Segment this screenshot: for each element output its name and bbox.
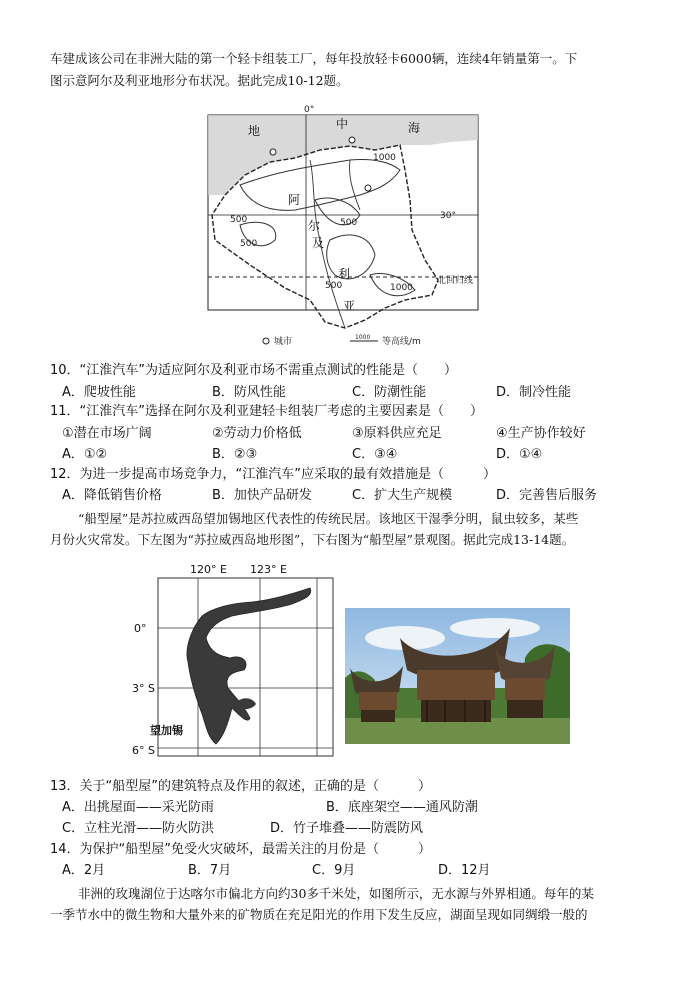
factor-4: ④生产协作较好 [496, 426, 586, 441]
country-char-5: 亚 [343, 299, 356, 313]
question-11-factors [62, 425, 662, 443]
option-d[interactable]: D．制冷性能 [496, 385, 572, 400]
option-a[interactable]: A．①② [62, 447, 108, 462]
option-a[interactable]: A．出挑屋面——采光防雨 [62, 800, 214, 815]
option-c[interactable]: C．③④ [352, 447, 398, 462]
question-11-options [62, 446, 662, 464]
option-c[interactable]: C．防潮性能 [352, 385, 427, 400]
question-13-stem: 13．关于“船型屋”的建筑特点及作用的叙述，正确的是（ ） [50, 779, 432, 794]
country-char-3: 及 [312, 236, 325, 250]
option-c[interactable]: C．立柱光滑——防火防洪 [62, 821, 215, 836]
sea-char-3: 海 [408, 121, 421, 135]
intro-line-2: 图示意阿尔及利亚地形分布状况。据此完成10-12题。 [50, 73, 349, 88]
option-a[interactable]: A．爬坡性能 [62, 385, 136, 400]
option-b[interactable]: B．防风性能 [212, 385, 286, 400]
legend-city-label: 城市 [274, 337, 293, 347]
option-d[interactable]: D．竹子堆叠——防震防风 [270, 821, 424, 836]
contour-label: 500 [325, 281, 343, 291]
intro2-line-2: 月份火灾常发。下左图为“苏拉威西岛地形图”，下右图为“船型屋”景观图。据此完成13-14题。 [50, 532, 575, 547]
option-c[interactable]: C．9月 [312, 863, 356, 878]
contour-label: 1000 [373, 153, 396, 163]
algeria-terrain-map [200, 100, 500, 350]
option-b[interactable]: B．②③ [212, 447, 258, 462]
country-char-4: 利 [338, 267, 351, 281]
option-b[interactable]: B．底座架空——通风防潮 [326, 800, 478, 815]
option-d[interactable]: D．12月 [438, 863, 491, 878]
latitude-label: 30° [440, 211, 456, 221]
city-legend-icon [263, 338, 269, 344]
option-a[interactable]: A．2月 [62, 863, 106, 878]
question-10-options [62, 384, 662, 402]
question-11-stem: 11．“江淮汽车”选择在阿尔及利亚建轻卡组装厂考虑的主要因素是（ ） [50, 404, 484, 419]
contour-label: 1000 [390, 283, 413, 293]
question-14-stem: 14．为保护“船型屋”免受火灾破坏，最需关注的月份是（ ） [50, 842, 432, 857]
factor-1: ①潜在市场广阔 [62, 426, 152, 441]
option-d[interactable]: D．完善售后服务 [496, 488, 598, 503]
city-label: 望加锡 [150, 724, 183, 737]
intro2-line-1: “船型屋”是苏拉威西岛望加锡地区代表性的传统民居。该地区干湿季分明，鼠虫较多，某些 [78, 511, 579, 526]
latitude-label: 0° [134, 622, 147, 635]
sea-char-1: 地 [248, 124, 261, 138]
factor-3: ③原料供应充足 [352, 426, 442, 441]
question-10-stem: 10．“江淮汽车”为适应阿尔及利亚市场不需重点测试的性能是（ ） [50, 363, 458, 378]
longitude-label: 120° E [190, 563, 227, 576]
intro-line-1: 车建成该公司在非洲大陆的第一个轻卡组装工厂，每年投放轻卡6000辆，连续4年销量第一。下 [50, 51, 578, 66]
option-c[interactable]: C．扩大生产规模 [352, 488, 453, 503]
contour-label: 500 [240, 239, 258, 249]
sea-char-2: 中 [336, 117, 349, 131]
latitude-label: 6° S [132, 744, 155, 757]
longitude-label: 0° [304, 105, 315, 115]
intro3-line-2: 一季节水中的微生物和大量外来的矿物质在充足阳光的作用下发生反应，湖面呈现如同绸缎一般的 [50, 907, 588, 922]
longitude-label: 123° E [250, 563, 287, 576]
option-b[interactable]: B．加快产品研发 [212, 488, 312, 503]
sulawesi-terrain-map [132, 558, 342, 763]
question-14-options [62, 862, 662, 880]
tropic-label: 北回归线 [437, 276, 474, 286]
boat-house-photo [345, 608, 570, 744]
factor-2: ②劳动力价格低 [212, 426, 302, 441]
country-char-2: 尔 [308, 219, 321, 233]
question-12-options [62, 487, 662, 505]
latitude-label: 3° S [132, 682, 155, 695]
contour-label: 500 [340, 218, 358, 228]
contour-label: 500 [230, 215, 248, 225]
intro3-line-1: 非洲的玫瑰湖位于达喀尔市偏北方向约30多千米处，如图所示，无水源与外界相通。每年的某 [78, 886, 594, 901]
option-b[interactable]: B．7月 [188, 863, 232, 878]
question-13-options-row1 [62, 799, 662, 817]
legend-contour-value: 1000 [355, 334, 371, 341]
question-13-options-row2 [62, 820, 662, 838]
country-char-1: 阿 [288, 193, 301, 207]
option-d[interactable]: D．①④ [496, 447, 543, 462]
question-12-stem: 12．为进一步提高市场竞争力，“江淮汽车”应采取的最有效措施是（ ） [50, 467, 497, 482]
legend-contour-label: 等高线/m [382, 337, 421, 347]
option-a[interactable]: A．降低销售价格 [62, 488, 162, 503]
